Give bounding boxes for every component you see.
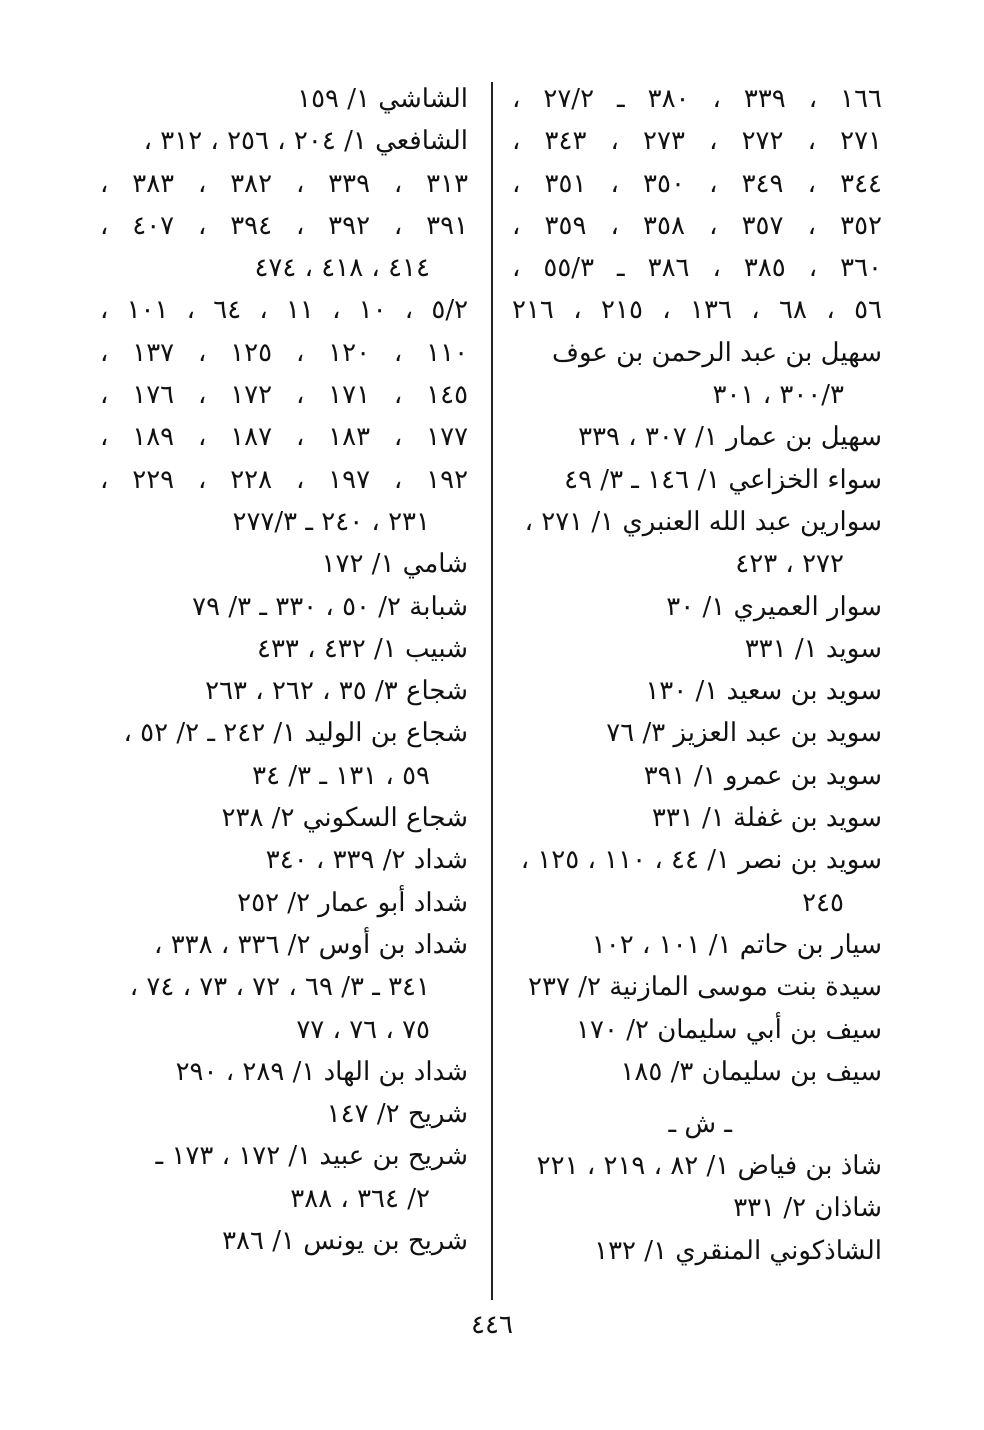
section-heading: ـ ش ـ — [668, 1109, 732, 1140]
index-entry-continuation: ٢٤٥ — [802, 887, 844, 918]
index-entry: شجاع بن الوليد ١/ ٢٤٢ ـ ٢/ ٥٢ ، — [123, 718, 468, 749]
index-entry-continuation: ٣٤٤ ، ٣٤٩ ، ٣٥٠ ، ٣٥١ ، — [512, 168, 882, 199]
column-divider — [491, 82, 493, 1300]
index-entry-continuation: ١٤٥ ، ١٧١ ، ١٧٢ ، ١٧٦ ، — [100, 380, 468, 411]
index-entry: شريح بن يونس ١/ ٣٨٦ — [222, 1226, 468, 1257]
index-entry: شريح ٢/ ١٤٧ — [326, 1099, 468, 1130]
index-entry-continuation: ٤١٤ ، ٤١٨ ، ٤٧٤ — [254, 253, 430, 284]
index-entry: سويد بن عبد العزيز ٣/ ٧٦ — [606, 718, 882, 749]
index-entry: شجاع السكوني ٢/ ٢٣٨ — [221, 803, 468, 834]
index-entry: شداد بن أوس ٢/ ٣٣٦ ، ٣٣٨ ، — [154, 929, 468, 960]
index-entry: سواء الخزاعي ١/ ١٤٦ ـ ٣/ ٤٩ — [564, 464, 882, 495]
index-entry: سويد ١/ ٣٣١ — [744, 633, 882, 664]
index-entry: سويد بن سعيد ١/ ١٣٠ — [645, 676, 882, 707]
index-entry: سهيل بن عمار ١/ ٣٠٧ ، ٣٣٩ — [578, 422, 882, 453]
index-entry: سويد بن عمرو ١/ ٣٩١ — [643, 760, 882, 791]
index-column-right — [512, 78, 882, 1272]
index-entry: سويد بن غفلة ١/ ٣٣١ — [651, 803, 882, 834]
index-entry-continuation: ٣٩١ ، ٣٩٢ ، ٣٩٤ ، ٤٠٧ ، — [100, 210, 468, 241]
index-entry: سيار بن حاتم ١/ ١٠١ ، ١٠٢ — [591, 929, 882, 960]
index-entry: الشافعي ١/ ٢٠٤ ، ٢٥٦ ، ٣١٢ ، — [143, 126, 468, 157]
index-entry-continuation: ٢٣١ ، ٢٤٠ ـ ٢٧٧/٣ — [232, 506, 430, 537]
index-entry: سوارين عبد الله العنبري ١/ ٢٧١ ، — [524, 506, 882, 537]
index-entry-continuation: ٧٥ ، ٧٦ ، ٧٧ — [296, 1014, 430, 1045]
index-entry: شبابة ٢/ ٥٠ ، ٣٣٠ ـ ٣/ ٧٩ — [192, 591, 468, 622]
index-entry: شامي ١/ ١٧٢ — [321, 549, 468, 580]
index-entry-continuation: ٣٤١ ـ ٣/ ٦٩ ، ٧٢ ، ٧٣ ، ٧٤ ، — [129, 972, 430, 1003]
index-entry: شداد بن الهاد ١/ ٢٨٩ ، ٢٩٠ — [175, 1056, 468, 1087]
index-column-left — [100, 78, 468, 1262]
index-entry: شداد ٢/ ٣٣٩ ، ٣٤٠ — [265, 845, 468, 876]
index-entry: سيدة بنت موسى المازنية ٢/ ٢٣٧ — [528, 972, 882, 1003]
index-entry-continuation: ٣١٣ ، ٣٣٩ ، ٣٨٢ ، ٣٨٣ ، — [100, 168, 468, 199]
index-entry: شجاع ٣/ ٣٥ ، ٢٦٢ ، ٢٦٣ — [205, 676, 468, 707]
index-entry: شبيب ١/ ٤٣٢ ، ٤٣٣ — [256, 633, 468, 664]
index-entry-continuation: ٥/٢ ، ١٠ ، ١١ ، ٦٤ ، ١٠١ ، — [100, 295, 468, 326]
index-entry-continuation: ٢٧٢ ، ٤٢٣ — [735, 549, 844, 580]
index-entry-continuation: ٥٦ ، ٦٨ ، ١٣٦ ، ٢١٥ ، ٢١٦ — [512, 295, 882, 326]
index-entry: الشاذكوني المنقري ١/ ١٣٢ — [594, 1235, 882, 1266]
index-entry-continuation: ٢/ ٣٦٤ ، ٣٨٨ — [290, 1183, 430, 1214]
index-entry: الشاشي ١/ ١٥٩ — [297, 84, 468, 114]
index-entry-continuation: ٢٧١ ، ٢٧٢ ، ٢٧٣ ، ٣٤٣ ، — [512, 126, 882, 157]
index-entry: شاذان ٢/ ٣٣١ — [733, 1193, 882, 1224]
index-entry: شداد أبو عمار ٢/ ٢٥٢ — [237, 887, 468, 918]
index-entry-continuation: ١٩٢ ، ١٩٧ ، ٢٢٨ ، ٢٢٩ ، — [100, 464, 468, 495]
index-entry-continuation: ٥٩ ، ١٣١ ـ ٣/ ٣٤ — [252, 760, 430, 791]
index-entry: شاذ بن فياض ١/ ٨٢ ، ٢١٩ ، ٢٢١ — [536, 1151, 882, 1182]
index-entry: سهيل بن عبد الرحمن بن عوف — [552, 337, 882, 368]
index-entry: سيف بن سليمان ٣/ ١٨٥ — [620, 1056, 882, 1087]
index-entry-continuation: ١١٠ ، ١٢٠ ، ١٢٥ ، ١٣٧ ، — [100, 337, 468, 368]
index-entry: سويد بن نصر ١/ ٤٤ ، ١١٠ ، ١٢٥ ، — [520, 845, 882, 876]
index-entry-continuation: ٣٦٠ ، ٣٨٥ ، ٣٨٦ ـ ٥٥/٣ ، — [512, 253, 882, 284]
page-number: ٤٤٦ — [471, 1310, 513, 1340]
index-entry: سوار العميري ١/ ٣٠ — [666, 591, 882, 622]
index-entry-continuation: ٣٠٠/٣ ، ٣٠١ — [712, 380, 844, 411]
index-entry-continuation: ٣٥٢ ، ٣٥٧ ، ٣٥٨ ، ٣٥٩ ، — [512, 210, 882, 241]
index-entry: شريح بن عبيد ١/ ١٧٢ ، ١٧٣ ـ — [155, 1141, 468, 1172]
index-entry-continuation: ١٧٧ ، ١٨٣ ، ١٨٧ ، ١٨٩ ، — [100, 422, 468, 453]
index-entry: سيف بن أبي سليمان ٢/ ١٧٠ — [576, 1014, 882, 1045]
index-entry-continuation: ١٦٦ ، ٣٣٩ ، ٣٨٠ ـ ٢٧/٢ ، — [512, 84, 882, 114]
